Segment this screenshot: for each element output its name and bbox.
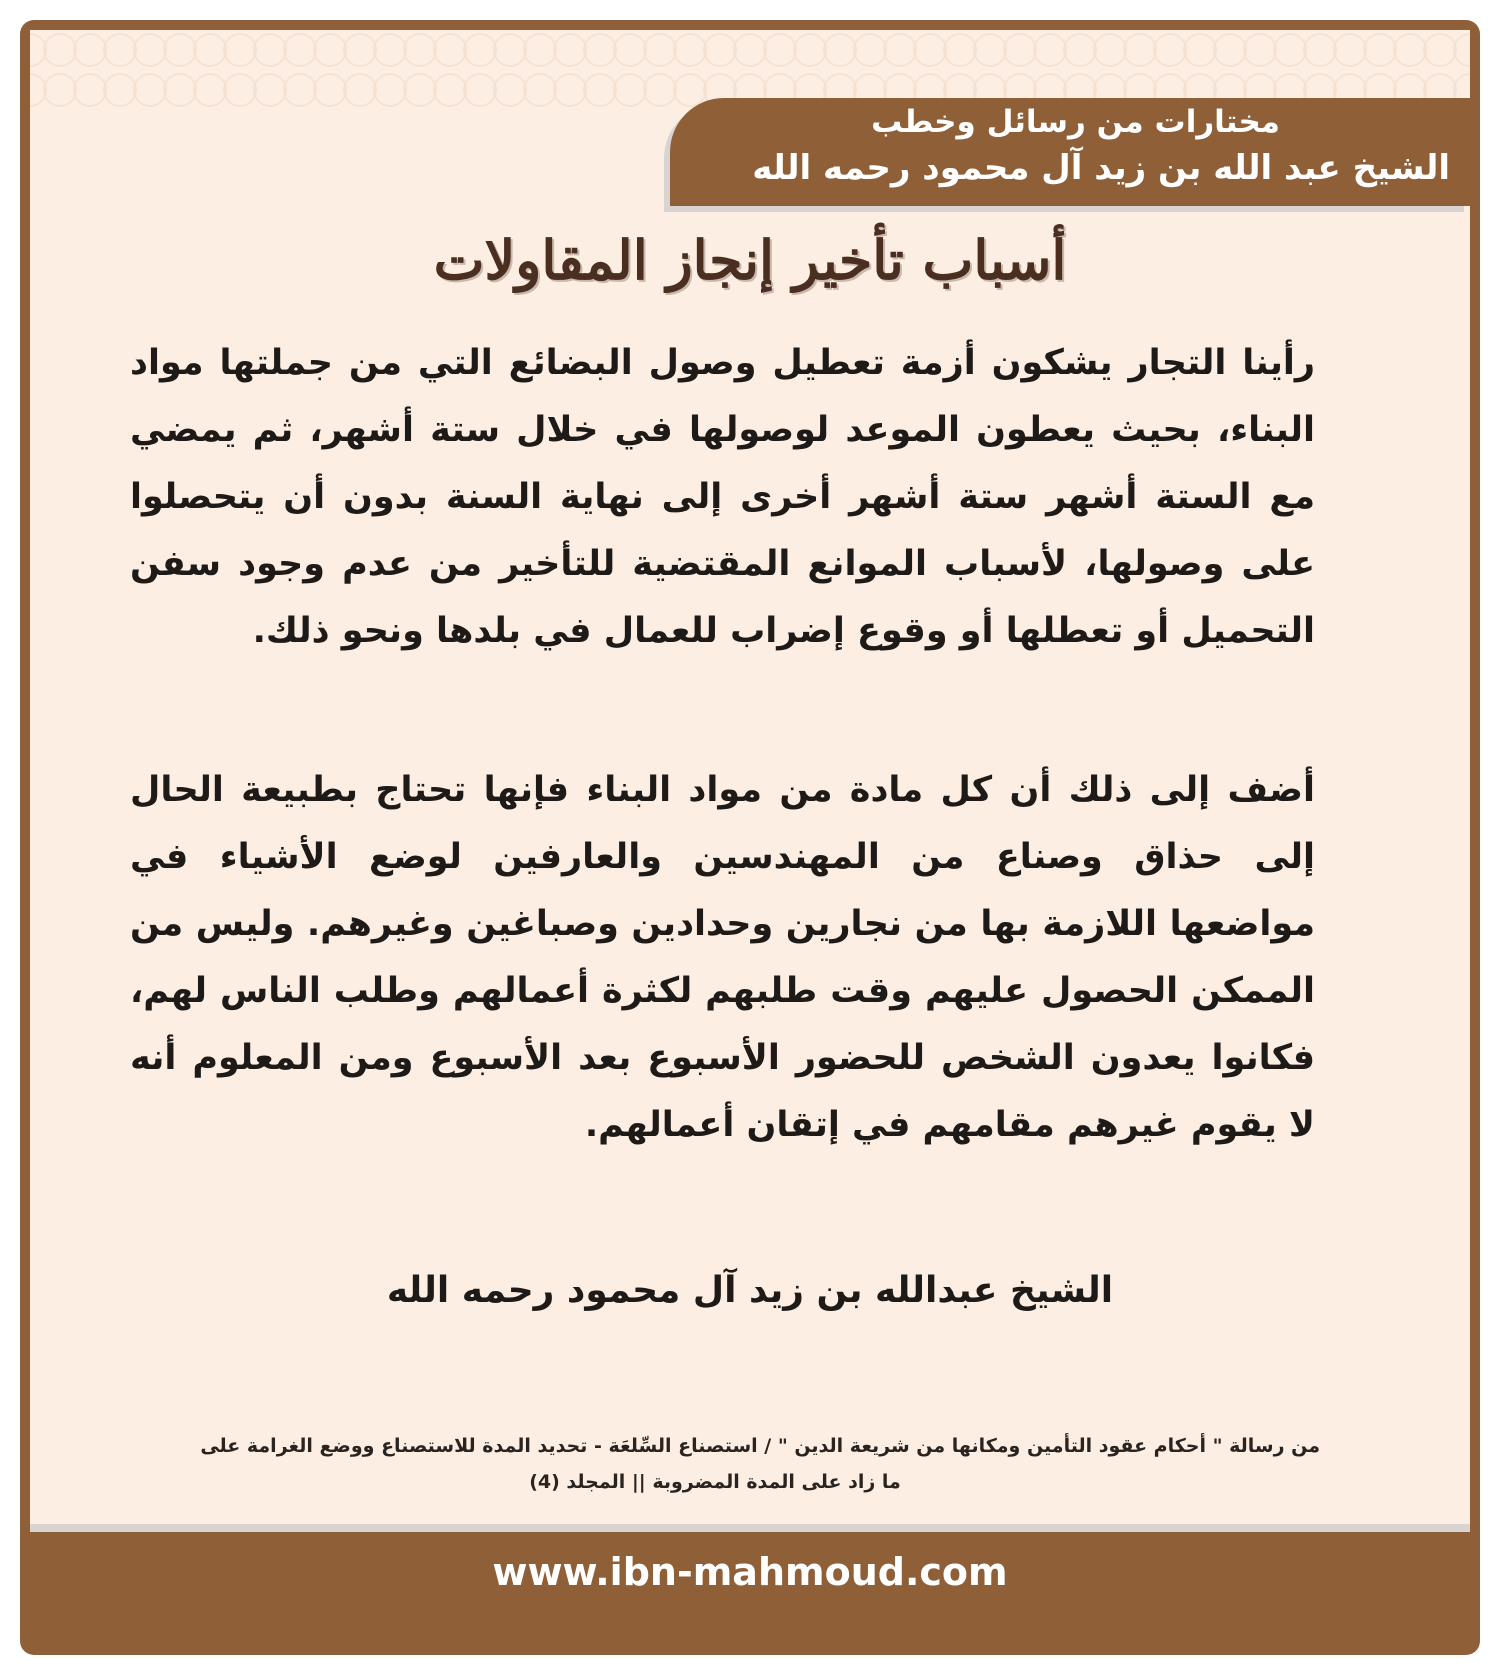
source-line-2: ما زاد على المدة المضروبة || المجلد (4)	[529, 1471, 901, 1493]
series-title: مختارات من رسائل وخطب	[871, 104, 1280, 140]
website-link[interactable]: www.ibn-mahmoud.com	[492, 1550, 1008, 1594]
content-panel	[30, 30, 1470, 1532]
signature: الشيخ عبدالله بن زيد آل محمود رحمه الله	[386, 1270, 1114, 1311]
paragraph-2: أضف إلى ذلك أن كل مادة من مواد البناء فإنها تحتاج بطبيعة الحال إلى حذاق وصناع من المهندسين والعارفين لوضع الأشياء في مواضعها اللازمة بها من نجارين وحدادين وصباغين وغيرهم. وليس من الممكن الحصول عليهم وقت طلبهم لكثرة أعمالهم وطلب الناس لهم، فكانوا يعدون الشخص للحضور الأسبوع بعد الأسبوع ومن المعلوم أنه لا يقوم غيرهم مقامهم في إتقان أعمالهم.	[130, 770, 1315, 1145]
header-banner	[670, 98, 1470, 206]
card-frame	[20, 20, 1480, 1655]
panel-divider	[30, 1524, 1470, 1532]
author-title: الشيخ عبد الله بن زيد آل محمود رحمه الله	[752, 148, 1450, 188]
source-citation	[110, 1428, 1320, 1500]
article-title: أسباب تأخير إنجاز المقاولات	[433, 228, 1067, 292]
paragraph-1: رأينا التجار يشكون أزمة تعطيل وصول البضائع التي من جملتها مواد البناء، بحيث يعطون الموعد لوصولها في خلال ستة أشهر، ثم يمضي مع الستة أشهر ستة أشهر أخرى إلى نهاية السنة بدون أن يتحصلوا على وصولها، لأسباب الموانع المقتضية للتأخير من عدم وجود سفن التحميل أو تعطلها أو وقوع إضراب للعمال في بلدها ونحو ذلك.	[130, 343, 1315, 651]
source-line-1: من رسالة " أحكام عقود التأمين ومكانها من شريعة الدين " / استصناع السِّلعَة - تحديد المدة للاستصناع ووضع الغرامة على	[200, 1435, 1320, 1457]
